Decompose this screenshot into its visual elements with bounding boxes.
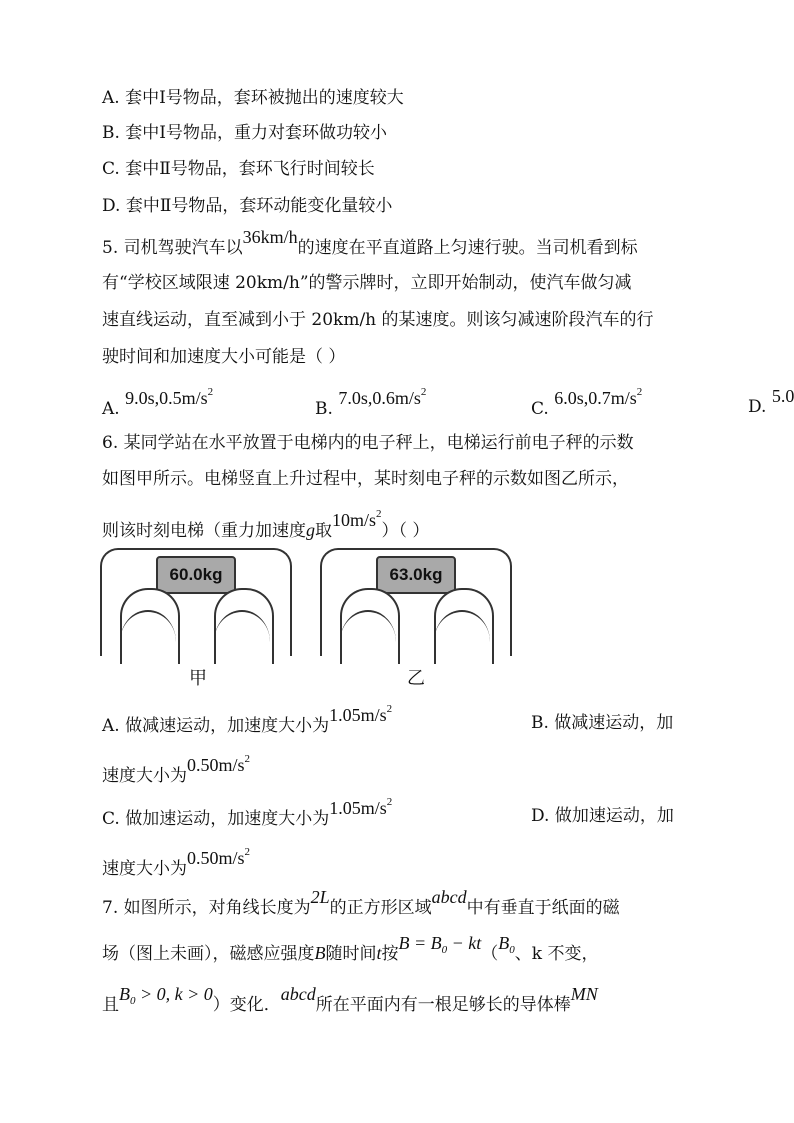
option-value: $6.0s,0.7m/s^2$	[554, 386, 643, 408]
q5-stem-line-3: 速直线运动，直至减到小于 20km/h 的某速度。则该匀减速阶段汽车的行	[102, 310, 654, 330]
q6-option-a: A. 做减速运动，加速度大小为$1.05m/s^2$	[102, 703, 393, 736]
q4-option-b: B. 套中Ⅰ号物品，重力对套环做功较小	[102, 123, 388, 143]
q6-option-b: B. 做减速运动，加	[531, 713, 674, 733]
left-foot-icon	[340, 588, 400, 664]
option-value: $0.50m/s^2$	[187, 846, 251, 868]
q6-stem-line-1: 6. 某同学站在水平放置于电梯内的电子秤上，电梯运行前电子秤的示数	[102, 433, 634, 453]
q6-option-c: C. 做加速运动，加速度大小为$1.05m/s^2$	[102, 796, 393, 829]
option-letter: D.	[748, 397, 767, 417]
q4-option-a: A. 套中Ⅰ号物品，套环被抛出的速度较大	[102, 88, 404, 108]
diagonal-length: 2L	[310, 887, 330, 907]
q5-option-a	[102, 386, 214, 419]
option-value: $0.50m/s^2$	[187, 753, 251, 775]
option-letter: A.	[102, 399, 120, 419]
scale-jia	[100, 548, 292, 656]
scale-display-yi: 63.0kg	[376, 556, 456, 594]
condition-formula: $B_0 > 0$, k > 0	[119, 984, 213, 1007]
q5-stem-line-4: 驶时间和加速度大小可能是（ ）	[102, 347, 346, 367]
option-value: $7.0s,0.6m/s^2$	[338, 386, 427, 408]
rod-label: MN	[570, 984, 598, 1004]
left-foot-icon	[120, 588, 180, 664]
figure-label-yi: 乙	[407, 668, 425, 689]
option-value: $1.05m/s^2$	[329, 703, 393, 725]
q7-stem-line-3: 且$B_0 > 0$, k > 0）变化．abcd所在平面内有一根足够长的导体棒MN	[102, 984, 598, 1015]
gravity-symbol: g	[306, 520, 315, 540]
q7-stem-line-2: 场（图上未画），磁感应强度B随时间t按$B = B_0 - kt(B_0$、k 不变，	[102, 933, 599, 964]
right-foot-icon	[214, 588, 274, 664]
region-label: abcd	[431, 887, 467, 907]
option-value: $1.05m/s^2$	[329, 796, 393, 818]
option-letter: B.	[315, 399, 333, 419]
b0-symbol: $B_0$	[498, 933, 515, 956]
q5-stem-line-1	[102, 227, 638, 259]
q4-option-c: C. 套中Ⅱ号物品，套环飞行时间较长	[102, 159, 375, 179]
q5-stem-line-2: 有“学校区域限速 20km/h”的警示牌时，立即开始制动，使汽车做匀减	[102, 273, 632, 293]
q6-option-d: D. 做加速运动，加	[531, 806, 674, 826]
scale-display-jia: 60.0kg	[156, 556, 236, 594]
right-foot-icon	[434, 588, 494, 664]
q5-option-d	[748, 386, 794, 417]
q5-stem-text: 的速度在平直道路上匀速行驶。当司机看到标	[297, 238, 638, 258]
q6-stem-line-3: 则该时刻电梯（重力加速度g取$10m/s^2$）（ ）	[102, 508, 430, 541]
scales-figure	[100, 548, 530, 688]
option-letter: C.	[531, 399, 549, 419]
region-label: abcd	[280, 984, 316, 1004]
q6-stem-line-2: 如图甲所示。电梯竖直上升过程中，某时刻电子秤的示数如图乙所示，	[102, 469, 629, 489]
gravity-value: $10m/s^2$	[332, 508, 382, 530]
figure-label-jia: 甲	[189, 668, 207, 689]
q6-option-d-continued: 速度大小为$0.50m/s^2$	[102, 846, 251, 879]
q6-option-b-continued: 速度大小为$0.50m/s^2$	[102, 753, 251, 786]
q5-option-c	[531, 386, 643, 419]
q7-stem-line-1: 7. 如图所示，对角线长度为2L的正方形区域abcd中有垂直于纸面的磁	[102, 887, 620, 918]
q5-option-b	[315, 386, 427, 419]
q5-stem-text: 5. 司机驾驶汽车以	[102, 238, 243, 258]
option-value: $9.0s,0.5m/s^2$	[125, 386, 214, 408]
q5-speed: 36km/h	[242, 227, 298, 247]
field-formula: $B = B_0$ − kt	[398, 933, 482, 956]
scale-yi	[320, 548, 512, 656]
option-value: 5.0	[771, 386, 794, 406]
q4-option-d: D. 套中Ⅱ号物品，套环动能变化量较小	[102, 196, 393, 216]
